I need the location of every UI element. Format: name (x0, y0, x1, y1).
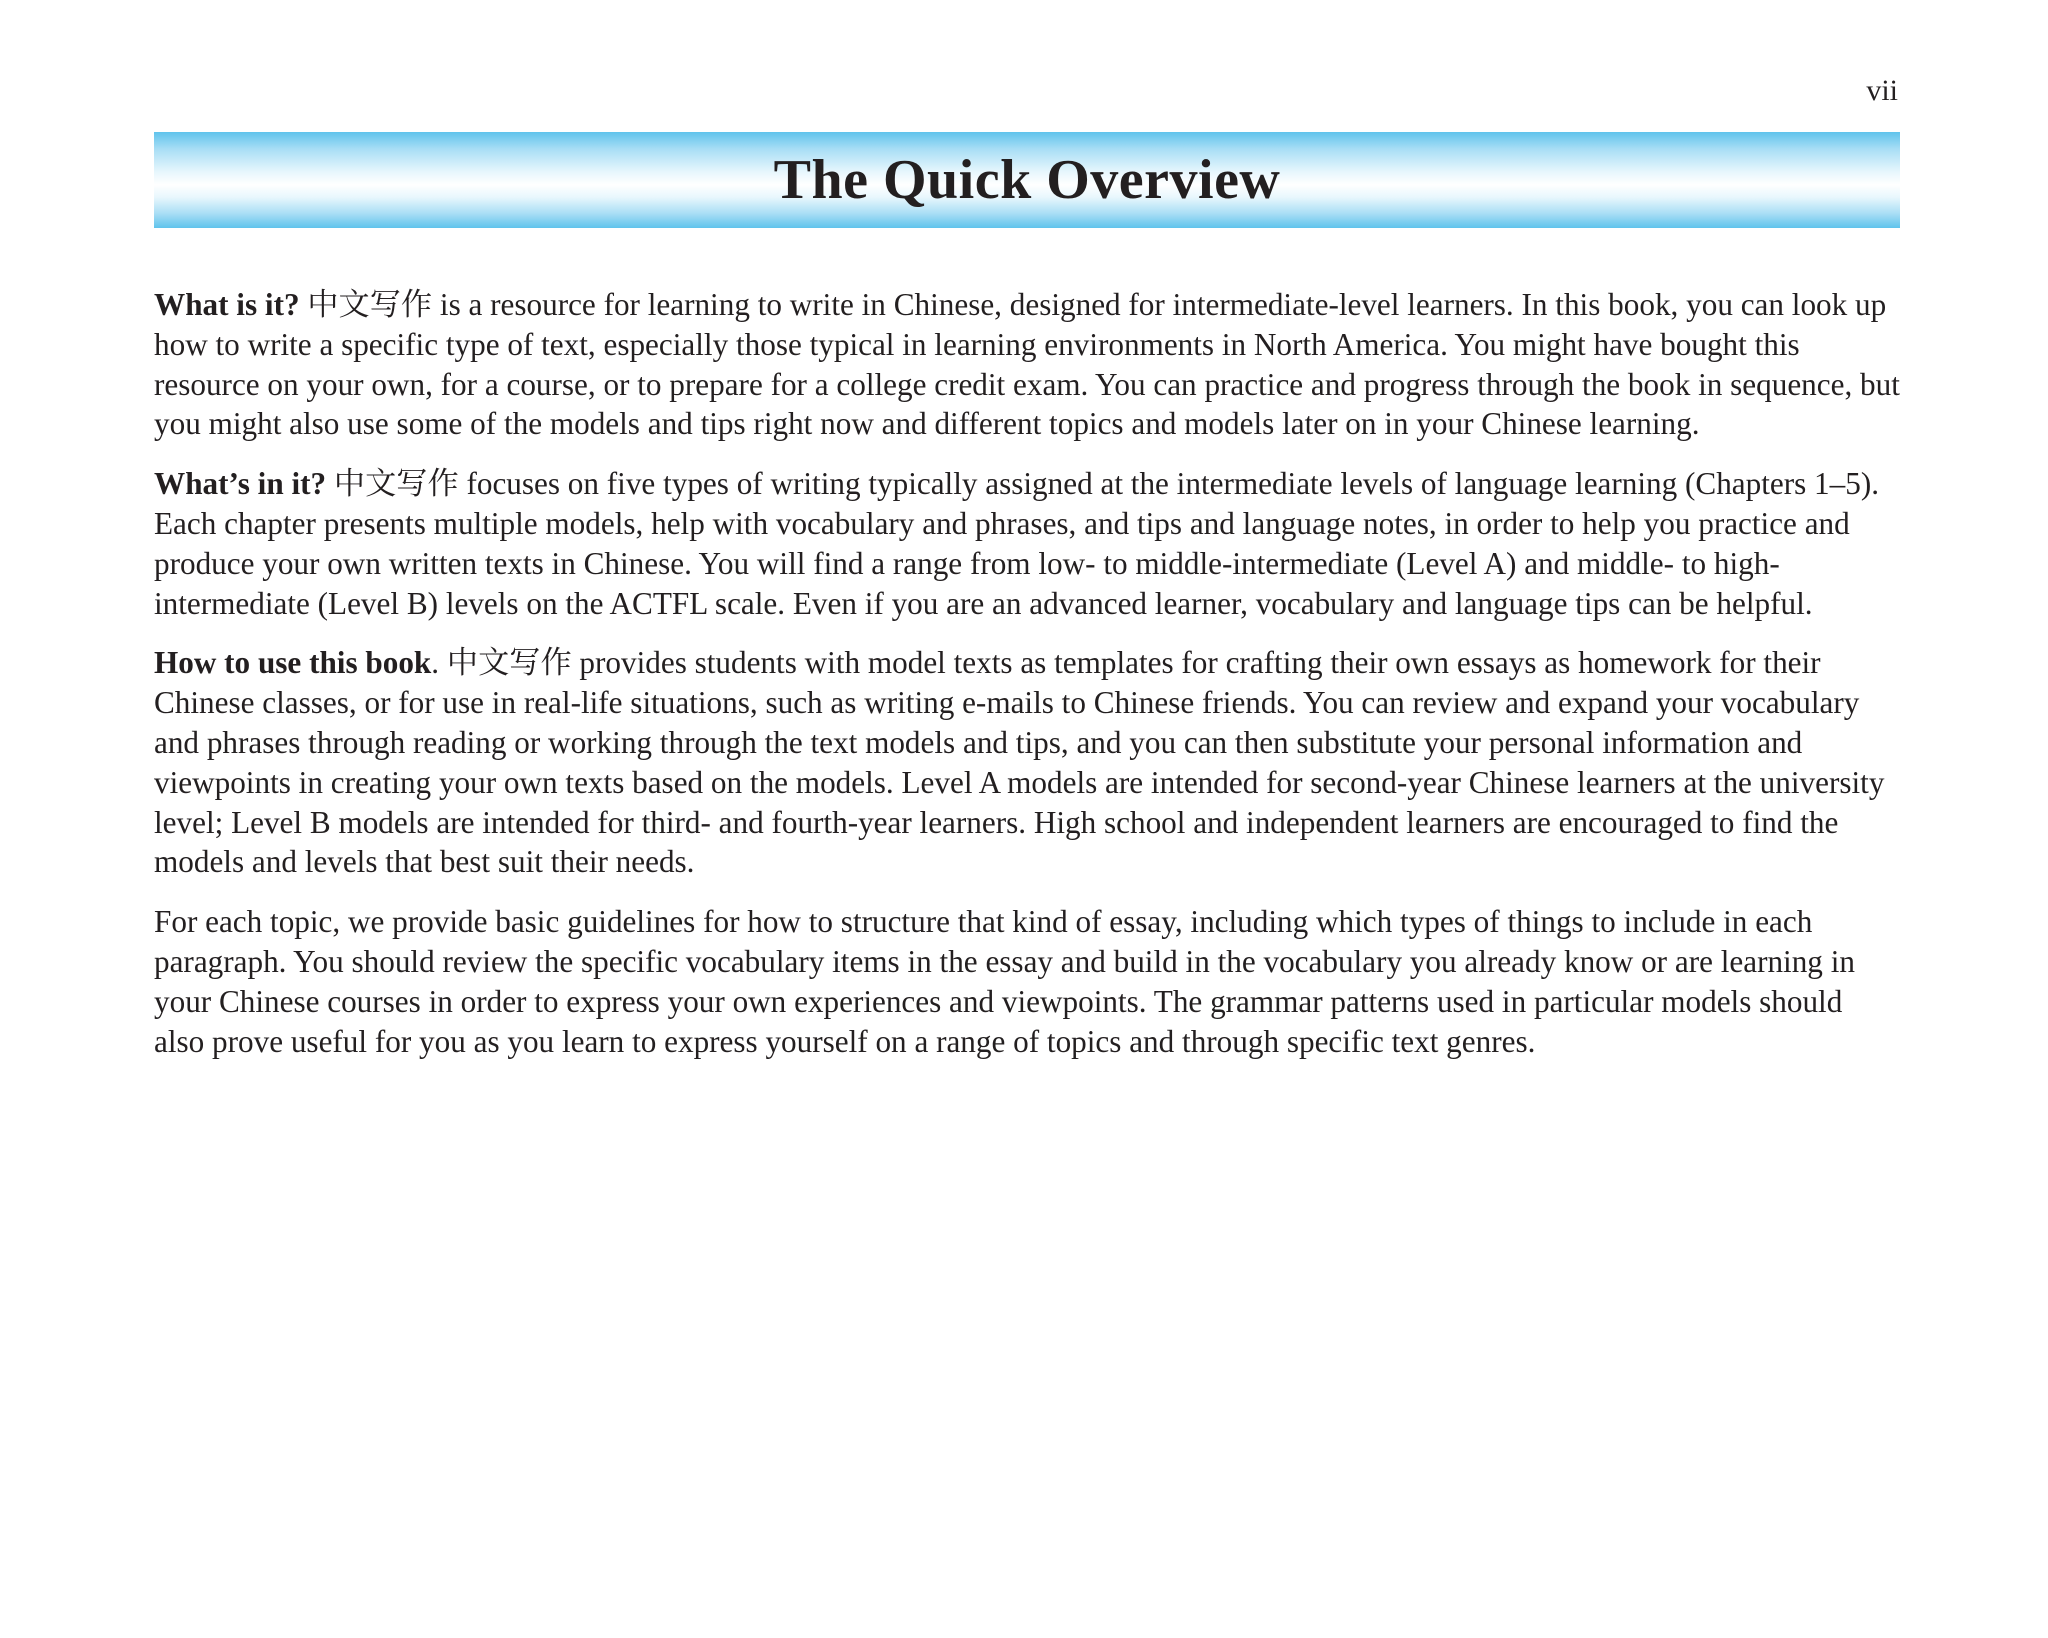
paragraph-lead-punct: . (431, 645, 440, 681)
paragraph-each-topic (154, 902, 1900, 1061)
page-number: vii (1866, 74, 1898, 107)
paragraph-how-to-use (154, 643, 1900, 882)
paragraph-lead: How to use this book (154, 645, 432, 681)
paragraph-lead: What’s in it? (154, 466, 327, 502)
paragraph-text: 中文写作 focuses on five types of writing typically assigned at the intermediate levels of language learning (Chapters 1–5). Each chapter presents multiple models, help with vocabulary and phrases, and tips and language notes, in order to help you practice and produce your own written texts in Chinese. You will find a range from low- to middle-intermediate (Level A) and middle- to high-intermediate (Level B) levels on the ACTFL scale. Even if you are an advanced learner, vocabulary and language tips can be helpful. (154, 466, 1880, 621)
paragraph-whats-in-it (154, 464, 1900, 623)
paragraph-lead: What is it? (154, 287, 300, 322)
title-banner (154, 132, 1900, 228)
page-title: The Quick Overview (773, 149, 1281, 211)
paragraph-text: 中文写作 provides students with model texts as templates for crafting their own essays as homework for their Chinese classes, or for use in real-life situations, such as writing e-mails to Chinese friends. You can review and expand your vocabulary and phrases through reading or working through the text models and tips, and you can then substitute your personal information and viewpoints in creating your own texts based on the models. Level A models are intended for second-year Chinese learners at the university level; Level B models are intended for third- and fourth-year learners. High school and independent learners are encouraged to find the models and levels that best suit their needs. (154, 645, 1885, 880)
paragraph-text: For each topic, we provide basic guidelines for how to structure that kind of essay, including which types of things to include in each paragraph. You should review the specific vocabulary items in the essay and build in the vocabulary you already know or are learning in your Chinese courses in order to express your own experiences and viewpoints. The grammar patterns used in particular models should also prove useful for you as you learn to express yourself on a range of topics and through specific text genres. (154, 904, 1855, 1059)
paragraph-what-is-it (154, 285, 1900, 444)
paragraph-text: 中文写作 is a resource for learning to write in Chinese, designed for intermediate-level learners. In this book, you can look up how to write a specific type of text, especially those typical in learning environments in North America. You might have bought this resource on your own, for a course, or to prepare for a college credit exam. You can practice and progress through the book in sequence, but you might also use some of the models and tips right now and different topics and models later on in your Chinese learning. (154, 287, 1900, 442)
body-text (154, 285, 1900, 1081)
